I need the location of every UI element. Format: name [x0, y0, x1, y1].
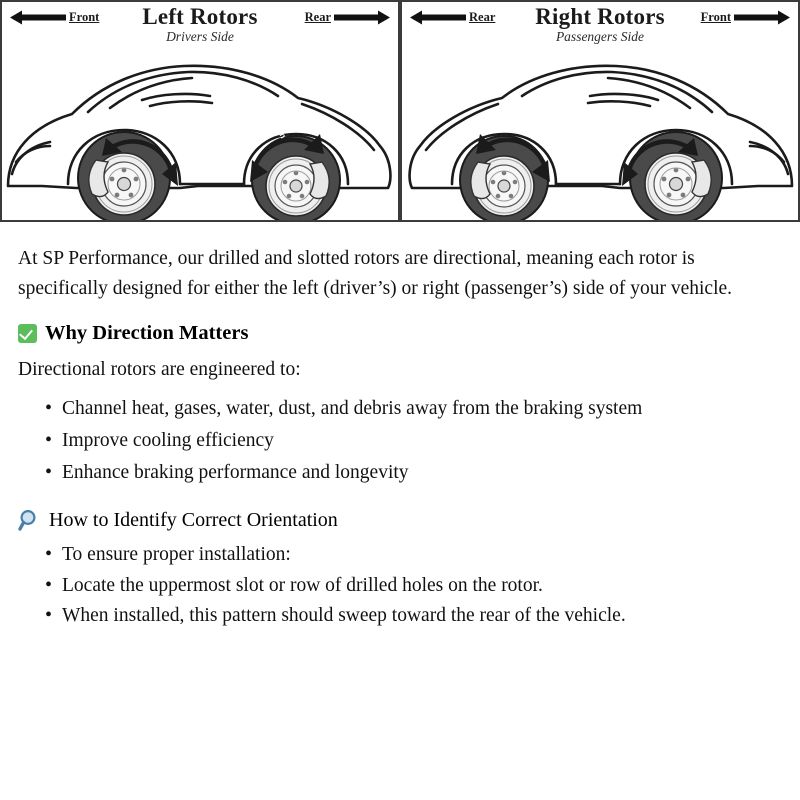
why-lead-paragraph: Directional rotors are engineered to: — [18, 359, 301, 381]
right-panel-front-label: Front — [700, 10, 731, 24]
arrow-right-icon — [334, 10, 390, 25]
rear-wheel-left — [250, 134, 340, 220]
intro-paragraph: At SP Performance, our drilled and slotted rotors are directional, meaning each rotor is specifically designed for either the left (driver’s) or right (passenger’s) side of your vehicle. — [18, 248, 733, 300]
right-panel-subtitle: Passengers Side — [555, 29, 645, 44]
list-item: • To ensure proper installation: — [62, 540, 782, 570]
heading-why-direction-matters — [18, 322, 782, 345]
right-rear-rotation-label: Rotation — [634, 107, 658, 140]
left-panel-front-tag — [10, 10, 99, 25]
left-front-rotation-label: Rotation — [147, 109, 181, 134]
heading-why-label: Why Direction Matters — [45, 322, 249, 345]
left-panel-front-label: Front — [69, 10, 100, 24]
car-outline-right — [402, 34, 798, 220]
left-panel-rear-tag — [305, 10, 390, 25]
check-square-icon — [18, 324, 37, 343]
rear-wheel-right — [460, 134, 550, 220]
arrow-left-icon — [10, 10, 66, 25]
left-panel-title: Left Rotors — [142, 4, 258, 29]
right-front-rotation-label: Rotation — [514, 110, 548, 135]
article-body — [0, 222, 800, 631]
list-item: • When installed, this pattern should sweep toward the rear of the vehicle. — [62, 601, 782, 631]
rotor-direction-diagram — [0, 0, 800, 222]
why-bullet-list — [18, 394, 782, 489]
diagram-panel-right-rotors — [400, 0, 800, 222]
list-item: • Locate the uppermost slot or row of drilled holes on the rotor. — [62, 571, 782, 601]
car-outline-left — [2, 34, 398, 220]
right-panel-front-tag — [701, 10, 790, 25]
right-panel-rear-tag — [410, 10, 495, 25]
list-item: • Channel heat, gases, water, dust, and debris away from the braking system — [62, 394, 782, 424]
heading-identify-label: How to Identify Correct Orientation — [49, 508, 338, 531]
diagram-panel-left-rotors — [0, 0, 400, 222]
left-rear-rotation-label: Rotation — [264, 107, 288, 140]
left-panel-rear-label: Rear — [304, 10, 331, 24]
right-panel-rear-label: Rear — [469, 10, 496, 24]
identify-bullet-list — [18, 540, 782, 631]
arrow-left-icon — [410, 10, 466, 25]
magnifier-icon — [18, 508, 42, 532]
heading-how-to-identify — [18, 508, 782, 532]
left-panel-subtitle: Drivers Side — [166, 29, 234, 44]
list-item: • Enhance braking performance and longevity — [62, 458, 782, 488]
list-item: • Improve cooling efficiency — [62, 426, 782, 456]
right-panel-title: Right Rotors — [535, 4, 665, 29]
arrow-right-icon — [734, 10, 790, 25]
